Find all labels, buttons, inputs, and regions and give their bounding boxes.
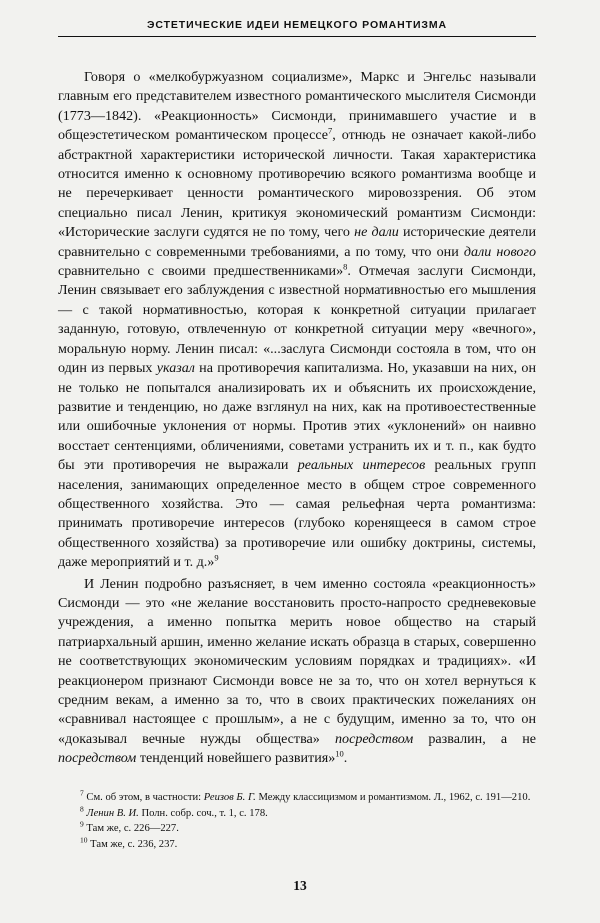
p1-emphasis-dali-novogo: дали нового bbox=[463, 243, 536, 260]
footnote-8 bbox=[58, 806, 536, 822]
paragraph-2 bbox=[58, 575, 536, 769]
footnote-7 bbox=[58, 790, 536, 806]
p1-text-6: на противоречия капитализма. Но, указавши на них, он не только не попытался анализировать их и объяснить их происхождение, развитие и тенденцию, но даже взглянул на них, как на противоестественные или ошибочные уклонения от нормы. Против этих «уклонений» он наивно восстает сентенциями, обличениями, советами устранить их и т. п., как будто бы эти противоречия не выражали bbox=[58, 360, 537, 474]
running-header: ЭСТЕТИЧЕСКИЕ ИДЕИ НЕМЕЦКОГО РОМАНТИЗМА bbox=[147, 19, 447, 31]
p2-text-4: . bbox=[343, 750, 348, 767]
footnote-9 bbox=[58, 821, 536, 837]
footnote-author: Реизов Б. Г. bbox=[203, 792, 256, 803]
p2-text-3: тенденций новейшего развития» bbox=[136, 750, 336, 767]
footnote-10 bbox=[58, 837, 536, 853]
footnote-number: 10 bbox=[80, 835, 88, 845]
header-rule bbox=[58, 36, 536, 37]
page-number: 13 bbox=[293, 878, 307, 893]
footnote-author: Ленин В. И. bbox=[86, 807, 139, 819]
footnote-source: Между классицизмом и романтизмом. Л., 1962, с. 191—210. bbox=[255, 792, 531, 803]
footnotes bbox=[58, 790, 536, 852]
footnote-source: Полн. собр. соч., т. 1, с. 178. bbox=[138, 807, 268, 819]
footnote-number: 7 bbox=[80, 788, 84, 798]
p1-emphasis-ukazal: указал bbox=[156, 360, 195, 377]
p1-text-4: сравнительно с своими предшественниками» bbox=[58, 263, 344, 280]
p1-text-3: исторические деятели сравнительно с современными требованиями, а по тому, что они bbox=[58, 224, 536, 260]
p2-text-2: развалин, а не bbox=[413, 730, 537, 747]
paragraph-1 bbox=[58, 68, 536, 573]
p1-text-1: Говоря о «мелкобуржуазном социализме», Маркс и Энгельс называли главным его представителем известного романтического мыслителя Сисмонди (1773—1842). «Реакционность» Сисмонди, принимавшего участие и в общеэстетическом романтическом процессе bbox=[58, 69, 536, 144]
footnote-number: 9 bbox=[80, 819, 84, 829]
main-text bbox=[58, 68, 536, 769]
p1-emphasis-realnyh-interesov: реальных интересов bbox=[297, 457, 426, 474]
footnote-ref-9: 9 bbox=[214, 552, 219, 563]
footnote-number: 8 bbox=[80, 804, 84, 814]
footnote-text: Там же, с. 226—227. bbox=[86, 823, 179, 835]
p2-emphasis-posredstvom-1: посредством bbox=[334, 730, 414, 747]
p1-text-5: . Отмечая заслуги Сисмонди, Ленин связывает его заблуждения с известной нормативностью его мышления — с такой нормативностью, которая к конкретной ситуации прилагает заданную, готовую, отвлеченную от конкретной ситуации меру «вечного», моральную норму. Ленин писал: «...заслуга Сисмонди состояла в том, что он один из первых bbox=[58, 263, 536, 377]
footnote-ref-10: 10 bbox=[335, 748, 344, 759]
p1-text-7: реальных групп населения, занимающих определенное место в общем строе современного общественного хозяйства. Это — самая рельефная черта романтизма: принимать противоречие интересов (глубоко коренящееся в самом строе общественного хозяйства) за противоречие или ошибку доктрины, системы, даже мероприятий и т. д.» bbox=[58, 457, 536, 571]
footnote-ref-7: 7 bbox=[328, 125, 333, 136]
p2-emphasis-posredstvom-2: посредством bbox=[58, 750, 137, 767]
footnote-text: См. об этом, в частности: bbox=[86, 792, 204, 803]
p1-emphasis-ne-dali: не дали bbox=[354, 224, 399, 241]
footnote-text: Там же, с. 236, 237. bbox=[90, 838, 178, 850]
p1-text-2: , отнюдь не означает какой-либо абстрактной характеристики исторической личности. Такая характеристика относится именно к основному противоречию всякого романтизма вообще и не перечеркивает ценности романтического мировоззрения. Об этом специально писал Ленин, критикуя экономический романтизм Сисмонди: «Исторические заслуги судятся не по тому, чего bbox=[58, 127, 536, 241]
p2-text-1: И Ленин подробно разъясняет, в чем именно состояла «реакционность» Сисмонди — это «не желание восстановить просто-напросто средневековые учреждения, а именно попытка мерить новое общество на старый патриархальный аршин, именно желание искать образца в старых, совершенно не соответствующих экономическим условиям порядках и традициях». «И реакционером признают Сисмонди вовсе не за то, что он хотел вернуться к средним векам, а именно за то, что в своих практических пожеланиях он «сравнивал настоящее с прошлым», а не с будущим, именно за то, что он «доказывал вечные нужды общества» bbox=[58, 575, 536, 747]
footnote-ref-8: 8 bbox=[343, 261, 348, 272]
